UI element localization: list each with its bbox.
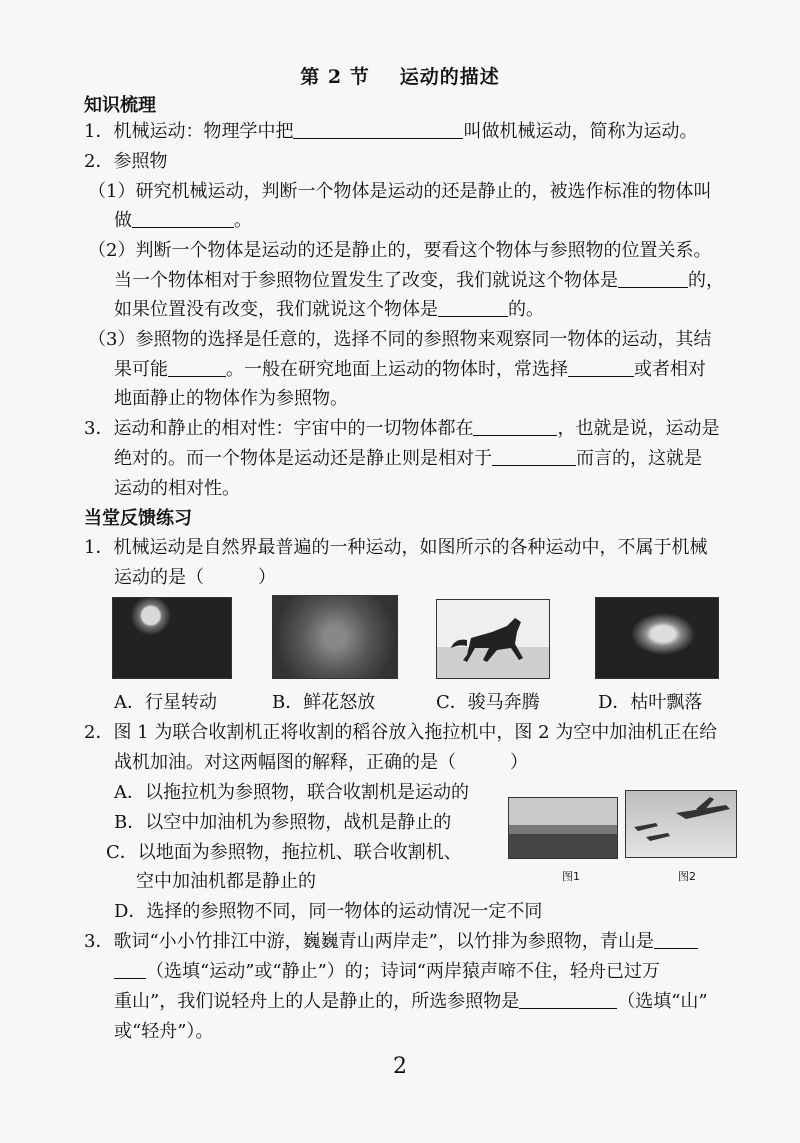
knowledge-sub-1-line-1: （1）研究机械运动，判断一个物体是运动的还是静止的，被选作标准的物体叫	[88, 181, 712, 202]
planet-photo	[112, 597, 232, 679]
knowledge-sub-3-line-2	[114, 355, 706, 381]
answer-blank[interactable]	[473, 419, 557, 436]
knowledge-sub-3-line-1: （3）参照物的选择是任意的，选择不同的参照物来观察同一物体的运动，其结	[88, 329, 712, 350]
refueling-planes-photo	[625, 790, 737, 858]
practice-heading: 当堂反馈练习	[84, 508, 192, 529]
knowledge-sub-2-line-2	[114, 266, 724, 292]
planes-icon	[626, 791, 736, 857]
knowledge-item-1	[84, 117, 697, 143]
answer-blank[interactable]	[114, 962, 146, 979]
text: 而言的，这就是	[576, 448, 702, 469]
text: （选填“山”	[617, 991, 708, 1012]
knowledge-sub-1-line-2	[114, 206, 252, 232]
text: 绝对的。而一个物体是运动还是静止则是相对于	[114, 448, 492, 469]
question-2-line-2: 战机加油。对这两幅图的解释，正确的是（ ）	[114, 752, 528, 773]
option-a[interactable]: A．行星转动	[114, 692, 217, 713]
text: 做	[114, 210, 132, 231]
answer-blank[interactable]	[519, 992, 617, 1009]
question-2-option-c[interactable]: C．以地面为参照物，拖拉机、联合收割机、	[106, 842, 462, 863]
option-c[interactable]: C．骏马奔腾	[436, 692, 540, 713]
answer-blank[interactable]	[618, 271, 688, 288]
question-3-line-4: 或“轻舟”）。	[114, 1021, 214, 1042]
page-title	[0, 62, 800, 89]
text: 3．歌词“小小竹排江中游，巍巍青山两岸走”，以竹排为参照物，青山是	[84, 931, 654, 952]
option-b[interactable]: B．鲜花怒放	[272, 692, 376, 713]
knowledge-item-3-line-3: 运动的相对性。	[114, 478, 240, 499]
question-3-line-2	[114, 957, 660, 983]
answer-blank[interactable]	[654, 932, 698, 949]
answer-blank[interactable]	[168, 360, 226, 377]
option-d[interactable]: D．枯叶飘落	[598, 692, 703, 713]
question-2-option-a[interactable]: A．以拖拉机为参照物，联合收割机是运动的	[114, 782, 469, 803]
knowledge-item-3-line-1	[84, 414, 719, 440]
section-number: 第 2 节	[300, 66, 370, 88]
text: 当一个物体相对于参照物位置发生了改变，我们就说这个物体是	[114, 270, 618, 291]
flower-photo	[272, 595, 398, 679]
figure-2-caption: 图2	[678, 870, 696, 883]
question-2-option-c-cont: 空中加油机都是静止的	[136, 871, 316, 892]
page-number: 2	[393, 1054, 407, 1079]
answer-blank[interactable]	[568, 360, 634, 377]
text: 。	[234, 210, 252, 231]
horse-silhouette-icon	[437, 600, 549, 678]
section-name: 运动的描述	[399, 66, 500, 88]
text: 3．运动和静止的相对性：宇宙中的一切物体都在	[84, 418, 474, 439]
text: 重山”，我们说轻舟上的人是静止的，所选参照物是	[114, 991, 520, 1012]
question-3-line-3	[114, 987, 708, 1013]
text: （选填“运动”或“静止”）的；诗词“两岸猿声啼不住，轻舟已过万	[146, 961, 661, 982]
harvester-photo	[508, 797, 618, 859]
text: 或者相对	[634, 359, 706, 380]
text: 如果位置没有改变，我们就说这个物体是	[114, 299, 438, 320]
text: 的，	[688, 270, 724, 291]
knowledge-heading: 知识梳理	[84, 95, 156, 116]
horse-photo	[436, 599, 550, 679]
question-2-option-d[interactable]: D．选择的参照物不同，同一物体的运动情况一定不同	[114, 901, 543, 922]
leaf-photo	[595, 597, 719, 679]
text: 的。	[508, 299, 544, 320]
question-1-line-2: 运动的是（ ）	[114, 567, 276, 588]
answer-blank[interactable]	[438, 300, 508, 317]
answer-blank[interactable]	[132, 211, 234, 228]
knowledge-item-3-line-2	[114, 444, 702, 470]
answer-blank[interactable]	[492, 449, 576, 466]
text: 叫做机械运动，简称为运动。	[463, 121, 698, 142]
question-2-option-b[interactable]: B．以空中加油机为参照物，战机是静止的	[114, 812, 452, 833]
figure-1-caption: 图1	[562, 870, 580, 883]
text: 1．机械运动：物理学中把	[84, 121, 294, 142]
knowledge-sub-2-line-1: （2）判断一个物体是运动的还是静止的，要看这个物体与参照物的位置关系。	[88, 240, 712, 261]
knowledge-item-2: 2．参照物	[84, 151, 168, 172]
question-1-line-1: 1．机械运动是自然界最普遍的一种运动，如图所示的各种运动中，不属于机械	[84, 537, 708, 558]
text: 。一般在研究地面上运动的物体时，常选择	[226, 359, 568, 380]
text: ，也就是说，运动是	[557, 418, 720, 439]
answer-blank[interactable]	[293, 122, 463, 139]
knowledge-sub-3-line-3: 地面静止的物体作为参照物。	[114, 388, 348, 409]
question-2-line-1: 2．图 1 为联合收割机正将收割的稻谷放入拖拉机中，图 2 为空中加油机正在给	[84, 722, 718, 743]
knowledge-sub-2-line-3	[114, 295, 544, 321]
question-3-line-1	[84, 927, 698, 953]
text: 果可能	[114, 359, 168, 380]
